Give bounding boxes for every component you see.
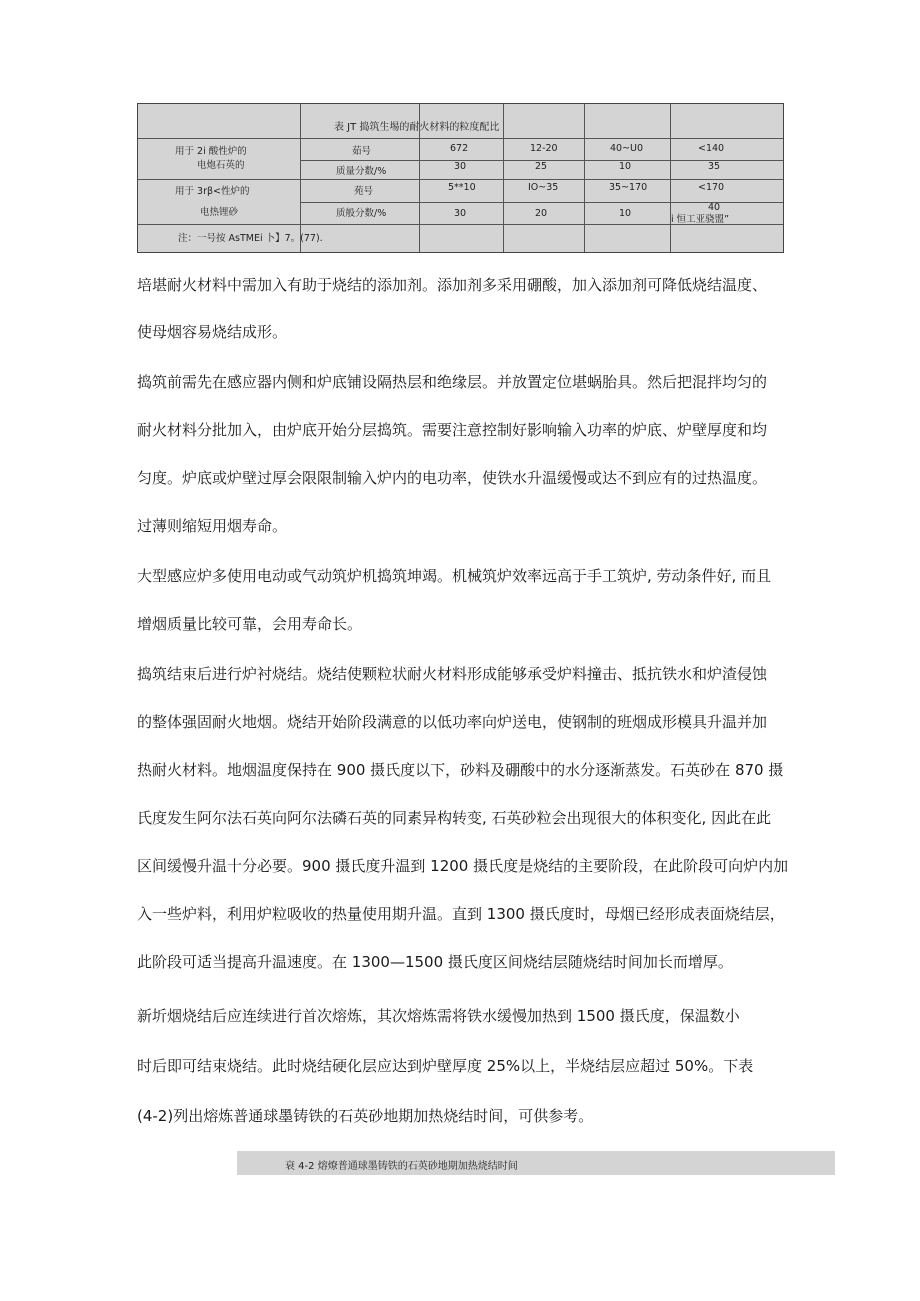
row2-c4: 25 (535, 161, 548, 172)
paragraph-line: 增烟质量比较可靠，会用寿命长。 (137, 615, 363, 633)
row2-c6: 35 (708, 161, 721, 172)
row3-c4: IO~35 (528, 182, 559, 193)
row3-c6: <170 (698, 182, 725, 193)
paragraph-line: 区间缓慢升温十分必要。900 摄氏度升温到 1200 摄氏度是烧结的主要阶段，在此阶段可向炉内加 (137, 857, 789, 875)
table-grid-line (670, 104, 671, 252)
table2-caption-bar (237, 1151, 835, 1175)
paragraph-line: 匀度。炉底或炉壁过厚会限限制输入炉内的电功率，使铁水升温缓慢或达不到应有的过热温度。 (137, 469, 768, 487)
table-grid-line (300, 104, 301, 252)
paragraph-line: 捣筑前需先在感应器内侧和炉底铺设隔热层和绝缘层。并放置定位堪蜗胎具。然后把混拌均匀的 (137, 373, 768, 391)
row2-label: 电炮石英的 (197, 160, 245, 171)
row2-c5: 10 (619, 161, 632, 172)
paragraph-line: 此阶段可适当提高升温速度。在 1300—1500 摄氏度区间烧结层随烧结时间加长而增厚。 (137, 953, 733, 971)
paragraph-line: 大型感应炉多使用电动或气动筑炉机捣筑坤竭。机械筑炉效率远高于手工筑炉, 劳动条件好, 而且 (137, 567, 772, 585)
row1-c4: 12-20 (530, 143, 558, 154)
row4-c3: 30 (454, 208, 467, 219)
row1-col2: 茹号 (352, 146, 372, 157)
paragraph-line: 时后即可结束烧结。此时烧结硬化层应达到炉壁厚度 25%以上，半烧结层应超过 50%。下表 (137, 1057, 754, 1075)
paragraph-line: 氏度发生阿尔法石英向阿尔法磷石英的同素异构转变, 石英砂粒会出现很大的体积变化, 因此在此 (137, 809, 772, 827)
table-note: 注：一号按 AsTMEi 卜】7。(77). (178, 233, 323, 244)
row4-label: 电热锂砂 (200, 207, 239, 218)
table-grid-line (503, 104, 504, 252)
row4-c6: 40 (708, 202, 721, 213)
table-title: 表 JT 捣筑生埸的耐火材料的粒度配比 (334, 122, 500, 133)
paragraph-line: 捣筑结束后进行炉衬烧结。烧结使颗粒状耐火材料形成能够承受炉料撞击、抵抗铁水和炉渣侵蚀 (137, 665, 768, 683)
row1-c6: <140 (698, 143, 725, 154)
table2-caption: 衰 4-2 熔燎普通球墨铸铁的石英砂地期加热烧结时间 (285, 1161, 518, 1172)
row3-label: 用于 3rβ<性炉的 (175, 186, 250, 197)
row1-c5: 40~U0 (610, 143, 644, 154)
table-grid-line (138, 138, 783, 139)
row2-c3: 30 (454, 161, 467, 172)
row4-c5: 10 (619, 208, 632, 219)
paragraph-line: 过薄则缩短用烟寿命。 (137, 517, 288, 535)
paragraph-line: 培堪耐火材料中需加入有助于烧结的添加剂。添加剂多采用硼酸，加入添加剂可降低烧结温度、 (137, 276, 768, 294)
paragraph-line: 热耐火材料。地烟温度保持在 900 摄氏度以下，砂料及硼酸中的水分逐渐蒸发。石英砂在 870 摄 (137, 761, 784, 779)
paragraph-line: 耐火材料分批加入，由炉底开始分层捣筑。需要注意控制好影响输入功率的炉底、炉壁厚度和均 (137, 421, 768, 439)
row3-c3: 5**10 (448, 182, 476, 193)
table-grid-line (138, 179, 783, 180)
row4-c4: 20 (535, 208, 548, 219)
paragraph-line: 使母烟容易烧结成形。 (137, 323, 288, 341)
row1-c3: 672 (450, 143, 469, 154)
row1-label: 用于 2i 酸性炉的 (175, 146, 247, 157)
paragraph-line: 的整体强固耐火地烟。烧结开始阶段满意的以低功率向炉送电，使钢制的班烟成形模具升温并加 (137, 713, 768, 731)
row4-stamp: i 恒工亚骁盟” (671, 214, 730, 225)
refractory-grading-table (137, 103, 784, 253)
paragraph-line: 入一些炉料，利用炉粒吸收的热量使用期升温。直到 1300 摄氏度时，母烟已经形成表面烧结层， (137, 905, 785, 923)
paragraph-line: (4-2)列出熔炼普通球墨铸铁的石英砂地期加热烧结时间，可供参考。 (137, 1107, 594, 1125)
table-grid-line (584, 104, 585, 252)
row3-col2: 苑号 (354, 186, 374, 197)
paragraph-line: 新圻烟烧结后应连续进行首次熔炼，其次熔炼需将铁水缓慢加热到 1500 摄氏度，保温数小 (137, 1007, 740, 1025)
row3-c5: 35~170 (609, 182, 648, 193)
row2-col2: 质量分数/% (336, 166, 387, 177)
row4-col2: 质般分数/% (336, 208, 387, 219)
